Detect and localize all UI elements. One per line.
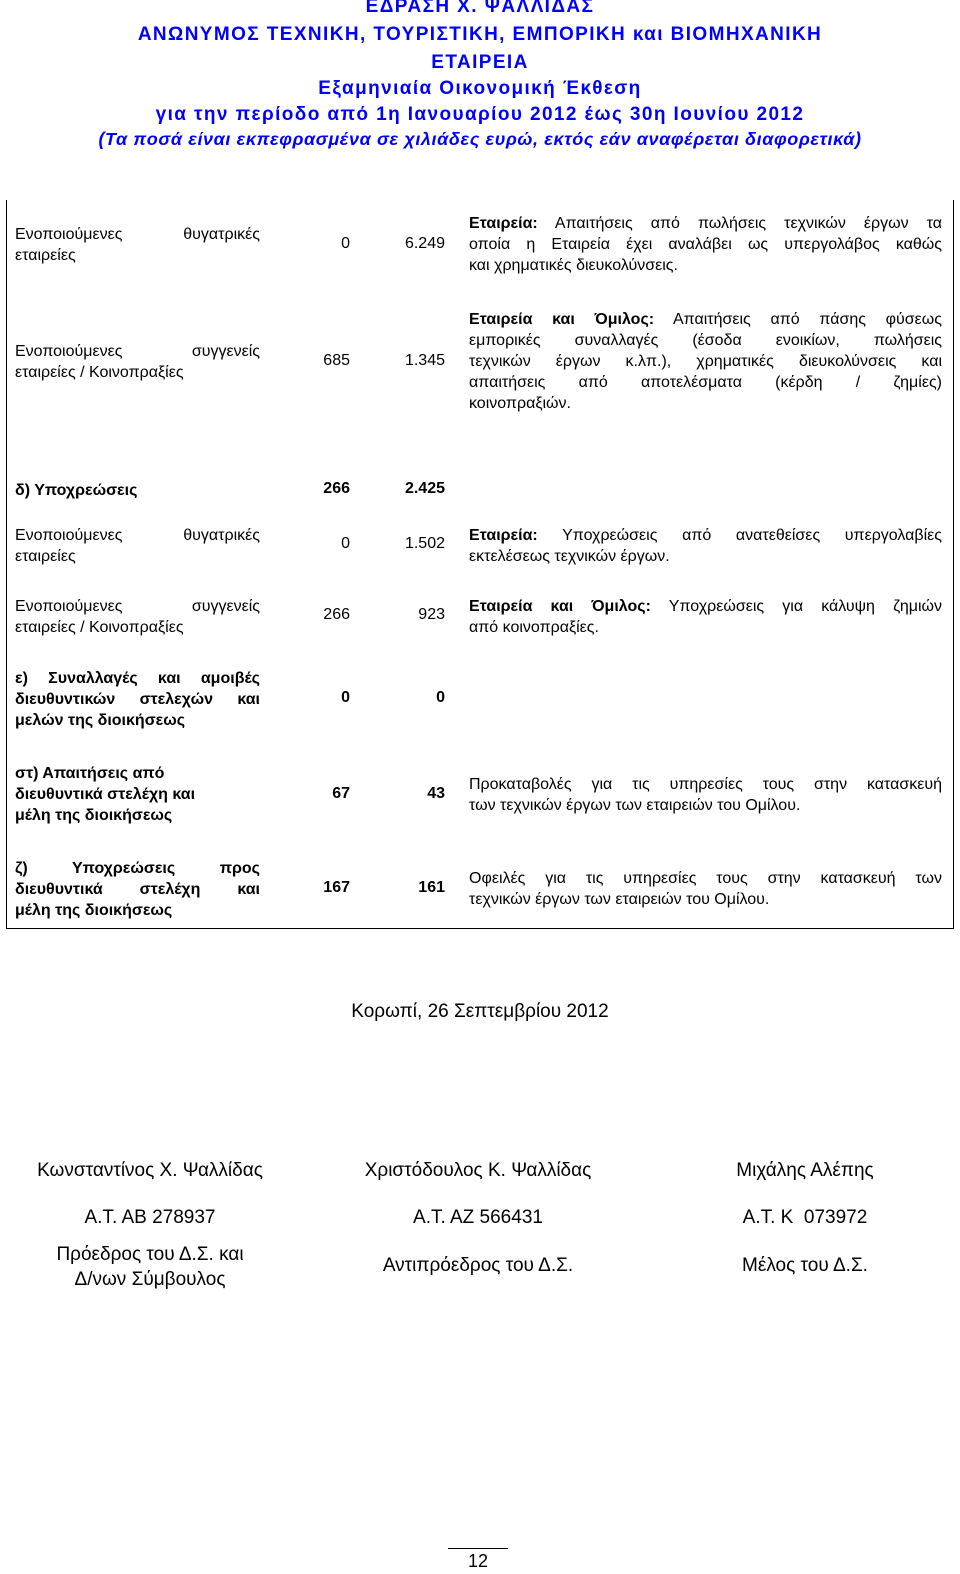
section-title-payables-management: ζ) Υποχρεώσεις προς διευθυντικά στελέχη και μέλη της διοικήσεως: [15, 860, 260, 919]
signatory-name: Χριστόδουλος Κ. Ψαλλίδας: [364, 1160, 592, 1181]
table-row-label: Ενοποιούμενες συγγενείς εταιρείες / Κοινοπραξίες: [15, 343, 260, 381]
section-title-receivables-management: στ) Απαιτήσεις από διευθυντικά στελέχη και μέλη της διοικήσεως: [15, 765, 196, 824]
table-row-description: Εταιρεία: Υποχρεώσεις από ανατεθείσες υπεργολαβίες εκτελέσεως τεχνικών έργων.: [469, 527, 943, 565]
value-2012: 0: [341, 689, 350, 706]
table-row-label: Ενοποιούμενες θυγατρικές εταιρείες: [15, 226, 260, 264]
company-type: ΑΝΩΝΥΜΟΣ ΤΕΧΝΙΚΗ, ΤΟΥΡΙΣΤΙΚΗ, ΕΜΠΟΡΙΚΗ και ΒΙΟΜΗΧΑΝΙΚΗ: [137, 24, 823, 45]
value-2012: 685: [323, 352, 350, 369]
value-2011: 0: [436, 689, 445, 706]
value-2011: 2.425: [404, 480, 445, 497]
value-2012: 0: [341, 235, 350, 252]
signatory-id: Α.Τ. ΑΒ 278937: [84, 1207, 216, 1228]
value-2011: 43: [427, 785, 445, 802]
signatory-name: Μιχάλης Αλέπης: [736, 1160, 874, 1181]
company-name: ΕΔΡΑΣΗ Χ. ΨΑΛΛΙΔΑΣ: [365, 0, 595, 17]
table-row-description: Οφειλές για τις υπηρεσίες τους στην κατασκευή των τεχνικών έργων των εταιρειών του Ομίλου.: [469, 870, 942, 908]
signatory-id: Α.Τ. ΑΖ 566431: [413, 1207, 543, 1228]
value-2012: 0: [341, 535, 350, 552]
signatory-role: Αντιπρόεδρος του Δ.Σ.: [382, 1255, 574, 1276]
table-row-description: Εταιρεία και Όμιλος: Υποχρεώσεις για κάλυψη ζημιών από κοινοπραξίες.: [469, 598, 943, 636]
signatory-id: Α.Τ. Κ 073972: [742, 1207, 868, 1228]
company-type-cont: ΕΤΑΙΡΕΙΑ: [431, 52, 529, 73]
table-row-description: Προκαταβολές για τις υπηρεσίες τους στην κατασκευή των τεχνικών έργων των εταιρειών του Ομίλου.: [469, 776, 942, 814]
signatory-name: Κωνσταντίνος Χ. Ψαλλίδας: [37, 1160, 263, 1181]
place-date: Κορωπί, 26 Σεπτεμβρίου 2012: [351, 1001, 609, 1022]
section-title-compensation: ε) Συναλλαγές και αμοιβές διευθυντικών στελεχών και μελών της διοικήσεως: [15, 670, 260, 729]
value-2012: 266: [323, 606, 350, 623]
value-2011: 6.249: [404, 235, 445, 252]
table-row-description: Εταιρεία: Απαιτήσεις από πωλήσεις τεχνικών έργων τα οποία η Εταιρεία έχει αναλάβει ως υπεργολάβος καθώς και χρηματικές διευκολύνσεις.: [469, 215, 943, 274]
value-2012: 167: [323, 879, 350, 896]
value-2012: 266: [323, 480, 350, 497]
value-2011: 1.502: [404, 535, 445, 552]
value-2011: 1.345: [404, 352, 445, 369]
report-period: για την περίοδο από 1η Ιανουαρίου 2012 έως 30η Ιουνίου 2012: [155, 104, 805, 125]
signatory-role: Μέλος του Δ.Σ.: [742, 1255, 868, 1276]
value-2012: 67: [332, 785, 350, 802]
page-number: 12: [448, 1548, 508, 1572]
value-2011: 161: [418, 879, 445, 896]
value-2011: 923: [418, 606, 445, 623]
table-row-description: Εταιρεία και Όμιλος: Απαιτήσεις από πάσης φύσεως εμπορικές συναλλαγές (έσοδα ενοικίων, πωλήσεις τεχνικών έργων κ.λπ.), χρηματικές διευκολύνσεις και απαιτήσεις από αποτελέσματα (κέρδη / ζημίες) κοινοπραξιών.: [469, 311, 943, 412]
currency-note: (Τα ποσά είναι εκπεφρασμένα σε χιλιάδες ευρώ, εκτός εάν αναφέρεται διαφορετικά): [98, 129, 862, 149]
signatory-role: Πρόεδρος του Δ.Σ. και Δ/νων Σύμβουλος: [56, 1244, 244, 1290]
report-title: Εξαμηνιαία Οικονομική Έκθεση: [318, 78, 642, 99]
table-row-label: Ενοποιούμενες συγγενείς εταιρείες / Κοινοπραξίες: [15, 598, 260, 636]
table-row-label: Ενοποιούμενες θυγατρικές εταιρείες: [15, 527, 260, 565]
section-title-liabilities: δ) Υποχρεώσεις: [15, 482, 138, 499]
